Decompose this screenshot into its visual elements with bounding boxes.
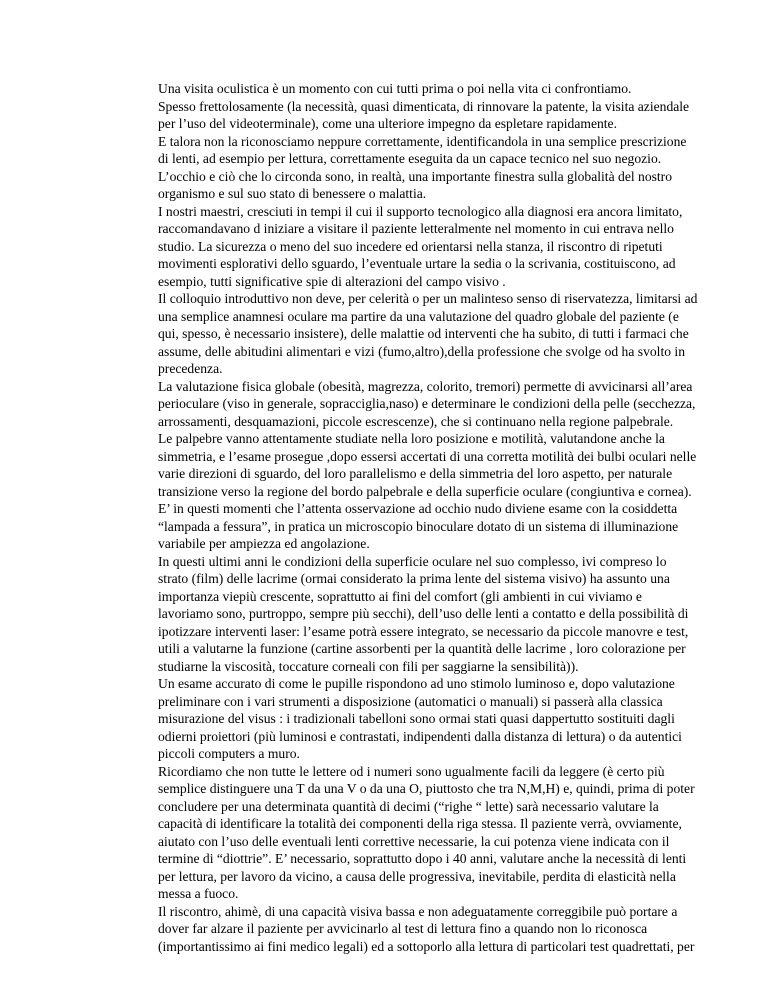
paragraph: Ricordiamo che non tutte le lettere od i numeri sono ugualmente facili da leggere (è certo più semplice distinguere una T da una V o da una O, piuttosto che tra N,M,H) e, quindi, prima di poter concludere per una determinata quantità di decimi (“righe “ lette) sarà necessario valutare la capacità di identificare la totalità dei componenti della riga stessa. Il paziente verrà, ovviamente, aiutato con l’uso delle eventuali lenti correttive necessarie, la cui potenza viene indicata con il termine di “diottrie”. E’ necessario, soprattutto dopo i 40 anni, valutare anche la necessità di lenti per lettura, per lavoro da vicino, a causa delle progressiva, inevitabile, perdita di elasticità nella messa a fuoco. xyxy=(158,763,695,901)
paragraph: In questi ultimi anni le condizioni della superficie oculare nel suo complesso, ivi compreso lo strato (film) delle lacrime (ormai considerato la prima lente del sistema visivo) ha assunto una importanza viepiù crescente, soprattutto ai fini del comfort (gli ambienti in cui viviamo e lavoriamo sono, purtroppo, sempre più secchi), dell’uso delle lenti a contatto e della possibilità di ipotizzare interventi laser: l’esame potrà essere integrato, se necessario da piccole manovre e test, utili a valutarne la funzione (cartine assorbenti per la quantità delle lacrime , loro colorazione per studiarne la viscosità, toccature corneali con fili per saggiarne la sensibilità)). xyxy=(158,553,689,674)
paragraph: Le palpebre vanno attentamente studiate nella loro posizione e motilità, valutandone anche la simmetria, e l’esame prosegue ,dopo essersi accertati di una corretta motilità dei bulbi oculari nelle varie direzioni di sguardo, del loro parallelismo e della simmetria del loro aspetto, per naturale transizione verso la regione del bordo palpebrale e della superficie oculare (congiuntiva e cornea). xyxy=(158,431,697,499)
paragraph: Un esame accurato di come le pupille rispondono ad uno stimolo luminoso e, dopo valutazione preliminare con i vari strumenti a disposizione (automatici o manuali) si passerà alla classica misurazione del visus : i tradizionali tabelloni sono ormai stati quasi dappertutto sostituiti dagli odierni proiettori (più luminosi e contrastati, indipendenti dalla distanza di lettura) o da autentici piccoli computers a muro. xyxy=(158,676,682,761)
paragraph: Una visita oculistica è un momento con cui tutti prima o poi nella vita ci confrontiamo. xyxy=(158,81,632,96)
paragraph: I nostri maestri, cresciuti in tempi il cui il supporto tecnologico alla diagnosi era ancora limitato, raccomandavano d iniziare a visitare il paziente letteralmente nel momento in cui entrava nello studio. La sicurezza o meno del suo incedere ed orientarsi nella stanza, il riscontro di ripetuti movimenti esplorativi dello sguardo, l’eventuale urtare la sedia o la scrivania, costituiscono, ad esempio, tutti significative spie di alterazioni del campo visivo . xyxy=(158,203,683,289)
document-body xyxy=(158,80,698,955)
paragraph: La valutazione fisica globale (obesità, magrezza, colorito, tremori) permette di avvicinarsi all’area perioculare (viso in generale, sopracciglia,naso) e determinare le condizioni della pelle (secchezza, arrossamenti, desquamazioni, piccole escrescenze), che si continuano nella regione palpebrale. xyxy=(158,378,696,429)
paragraph: Il riscontro, ahimè, di una capacità visiva bassa e non adeguatamente correggibile può portare a dover far alzare il paziente per avvicinarlo al test di lettura fino a quando non lo riconosca (importantissimo ai fini medico legali) ed a sottoporlo alla lettura di particolari test quadrettati, per xyxy=(158,903,695,954)
paragraph: E talora non la riconosciamo neppure correttamente, identificandola in una semplice prescrizione di lenti, ad esempio per lettura, correttamente eseguita da un capace tecnico nel suo negozio. xyxy=(158,133,687,166)
paragraph: E’ in questi momenti che l’attenta osservazione ad occhio nudo diviene esame con la cosiddetta “lampada a fessura”, in pratica un microscopio binoculare dotato di un sistema di illuminazione variabile per ampiezza ed angolazione. xyxy=(158,501,679,551)
paragraph: L’occhio e ciò che lo circonda sono, in realtà, una importante finestra sulla globalità del nostro organismo e sul suo stato di benessere o malattia. xyxy=(158,168,673,201)
paragraph: Il colloquio introduttivo non deve, per celerità o per un malinteso senso di riservatezza, limitarsi ad una semplice anamnesi oculare ma partire da una valutazione del quadro globale del paziente (e qui, spesso, è necessario insistere), delle malattie od interventi che ha subito, di tutti i farmaci che assume, delle abitudini alimentari e vizi (fumo,altro),della professione che svolge od ha svolto in precedenza. xyxy=(158,291,698,376)
paragraph: Spesso frettolosamente (la necessità, quasi dimenticata, di rinnovare la patente, la visita aziendale per l’uso del videoterminale), come una ulteriore impegno da espletare rapidamente. xyxy=(158,98,690,131)
